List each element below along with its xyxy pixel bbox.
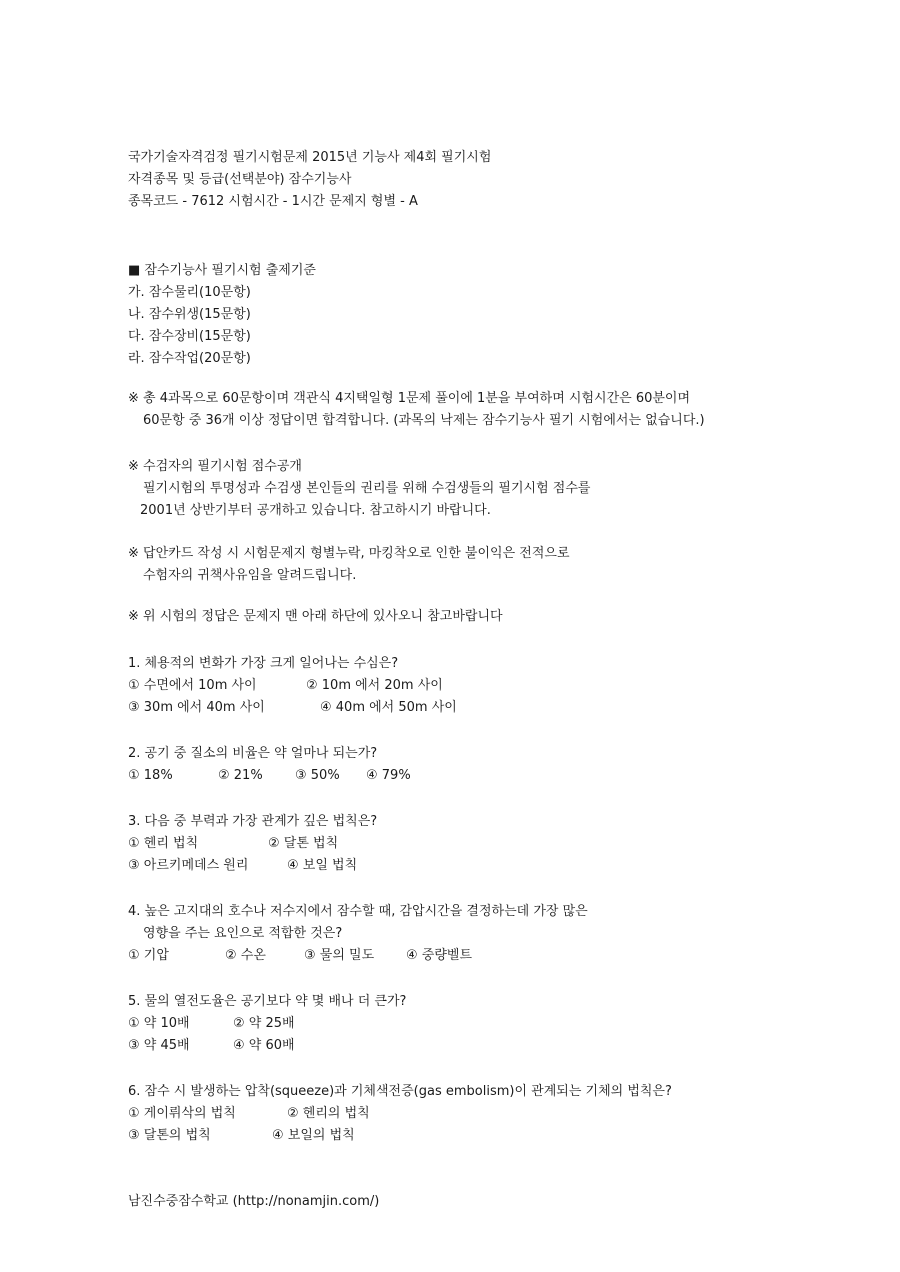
question-4-option-3: ③ 물의 밀도 <box>304 948 375 963</box>
criteria-item: 라. 잠수작업(20문항) <box>128 351 251 366</box>
question-4-option-4: ④ 중량벨트 <box>406 948 473 963</box>
question-3-option-3: ③ 아르키메데스 원리 <box>128 858 249 873</box>
note-score-disclosure-cont: 필기시험의 투명성과 수검생 본인들의 권리를 위해 수검생들의 필기시험 점수를 <box>143 481 591 496</box>
question-1-option-3: ③ 30m 에서 40m 사이 <box>128 700 265 715</box>
note-answer-card: ※ 답안카드 작성 시 시험문제지 형별누락, 마킹착오로 인한 불이익은 전적으로 <box>128 546 570 561</box>
question-3-option-1: ① 헨리 법칙 <box>128 836 199 851</box>
question-4: 4. 높은 고지대의 호수나 저수지에서 잠수할 때, 감압시간을 결정하는데 가장 많은 <box>128 904 588 919</box>
question-5-option-1: ① 약 10배 <box>128 1016 190 1031</box>
question-1: 1. 체용적의 변화가 가장 크게 일어나는 수심은? <box>128 656 399 671</box>
question-3: 3. 다음 중 부력과 가장 관계가 깊은 법칙은? <box>128 814 378 829</box>
question-4-option-1: ① 기압 <box>128 948 169 963</box>
note-score-disclosure-cont: 2001년 상반기부터 공개하고 있습니다. 참고하시기 바랍니다. <box>140 503 491 518</box>
question-6-option-4: ④ 보일의 법칙 <box>272 1128 355 1143</box>
question-4-option-2: ② 수온 <box>225 948 266 963</box>
question-1-option-1: ① 수면에서 10m 사이 <box>128 678 257 693</box>
question-1-option-4: ④ 40m 에서 50m 사이 <box>320 700 457 715</box>
question-5-option-3: ③ 약 45배 <box>128 1038 190 1053</box>
question-3-option-2: ② 달톤 법칙 <box>268 836 339 851</box>
question-6: 6. 잠수 시 발생하는 압착(squeeze)과 기체색전증(gas embolism)이 관계되는 기체의 법칙은? <box>128 1084 672 1099</box>
note-scoring-cont: 60문항 중 36개 이상 정답이면 합격합니다. (과목의 낙제는 잠수기능사 필기 시험에서는 없습니다.) <box>143 413 705 428</box>
note-answer-location: ※ 위 시험의 정답은 문제지 맨 아래 하단에 있사오니 참고바랍니다 <box>128 609 503 624</box>
question-5-option-2: ② 약 25배 <box>233 1016 295 1031</box>
exam-code-line: 종목코드 - 7612 시험시간 - 1시간 문제지 형별 - A <box>128 194 418 209</box>
question-2: 2. 공기 중 질소의 비율은 약 얼마나 되는가? <box>128 746 378 761</box>
question-5-option-4: ④ 약 60배 <box>233 1038 295 1053</box>
question-6-option-1: ① 게이뤼삭의 법칙 <box>128 1106 236 1121</box>
question-1-option-2: ② 10m 에서 20m 사이 <box>306 678 443 693</box>
exam-qualification: 자격종목 및 등급(선택분야) 잠수기능사 <box>128 172 352 187</box>
question-5: 5. 물의 열전도율은 공기보다 약 몇 배나 더 큰가? <box>128 994 407 1009</box>
footer-school-link[interactable]: 남진수중잠수학교 (http://nonamjin.com/) <box>128 1194 380 1209</box>
criteria-item: 가. 잠수물리(10문항) <box>128 285 251 300</box>
question-2-option-1: ① 18% <box>128 768 173 783</box>
note-scoring: ※ 총 4과목으로 60문항이며 객관식 4지택일형 1문제 풀이에 1분을 부여하며 시험시간은 60분이며 <box>128 391 691 406</box>
criteria-item: 다. 잠수장비(15문항) <box>128 329 251 344</box>
note-score-disclosure: ※ 수검자의 필기시험 점수공개 <box>128 459 302 474</box>
criteria-title: ■ 잠수기능사 필기시험 출제기준 <box>128 263 316 278</box>
question-2-option-4: ④ 79% <box>366 768 411 783</box>
exam-title: 국가기술자격검정 필기시험문제 2015년 기능사 제4회 필기시험 <box>128 150 492 165</box>
question-3-option-4: ④ 보일 법칙 <box>287 858 358 873</box>
question-6-option-2: ② 헨리의 법칙 <box>287 1106 370 1121</box>
note-answer-card-cont: 수험자의 귀책사유임을 알려드립니다. <box>143 568 357 583</box>
criteria-item: 나. 잠수위생(15문항) <box>128 307 251 322</box>
question-6-option-3: ③ 달톤의 법칙 <box>128 1128 211 1143</box>
question-2-option-2: ② 21% <box>218 768 263 783</box>
question-2-option-3: ③ 50% <box>295 768 340 783</box>
question-4-cont: 영향을 주는 요인으로 적합한 것은? <box>143 926 343 941</box>
